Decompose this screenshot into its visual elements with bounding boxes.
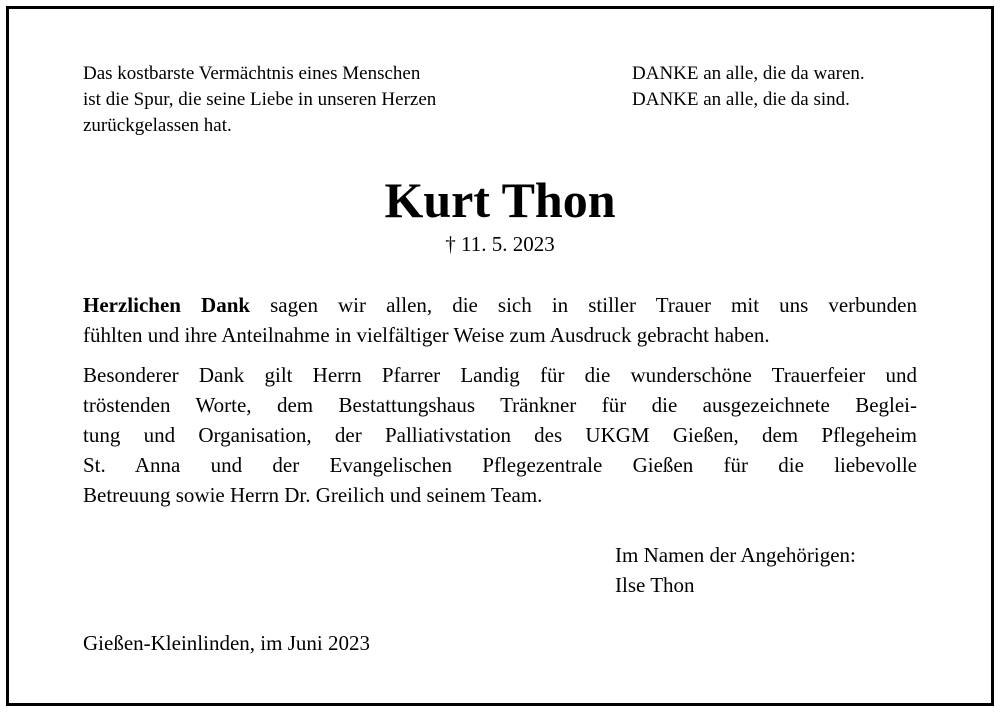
- paragraph-line: [83, 290, 917, 320]
- quote-line: zurückgelassen hat.: [83, 115, 232, 136]
- paragraph-line: tröstenden Worte, dem Bestattungshaus Tränkner für die ausgezeichnete Beglei-: [83, 393, 917, 417]
- quote-line: ist die Spur, die seine Liebe in unseren Herzen: [83, 89, 437, 110]
- memorial-quote: [83, 61, 543, 139]
- death-date: † 11. 5. 2023: [445, 232, 555, 256]
- quote-line: Das kostbarste Vermächtnis eines Menschen: [83, 63, 421, 84]
- paragraph-line: St. Anna und der Evangelischen Pflegezentrale Gießen für die liebevolle: [83, 453, 917, 477]
- special-thanks-paragraph: [83, 360, 917, 510]
- signature-line: Im Namen der Angehörigen:: [615, 543, 856, 567]
- paragraph-line: tung und Organisation, der Palliativstation des UKGM Gießen, dem Pflegeheim: [83, 423, 917, 447]
- place-and-date: Gießen-Kleinlinden, im Juni 2023: [83, 631, 370, 655]
- signature-name: Ilse Thon: [615, 573, 695, 597]
- paragraph-text: sagen wir allen, die sich in stiller Trauer mit uns verbunden: [250, 293, 917, 317]
- paragraph-line: Besonderer Dank gilt Herrn Pfarrer Landig für die wunderschöne Trauerfeier und: [83, 363, 917, 387]
- thanks-lead: Herzlichen Dank: [83, 293, 251, 317]
- signature-block: [615, 540, 935, 600]
- thanks-line: DANKE an alle, die da sind.: [632, 89, 850, 110]
- thanks-paragraph: [83, 290, 917, 350]
- paragraph-line: Betreuung sowie Herrn Dr. Greilich und seinem Team.: [83, 483, 543, 507]
- thanks-quote: [632, 61, 932, 113]
- thanks-line: DANKE an alle, die da waren.: [632, 63, 865, 84]
- deceased-name: Kurt Thon: [384, 172, 616, 228]
- paragraph-line: fühlten und ihre Anteilnahme in vielfältiger Weise zum Ausdruck gebracht haben.: [83, 323, 770, 347]
